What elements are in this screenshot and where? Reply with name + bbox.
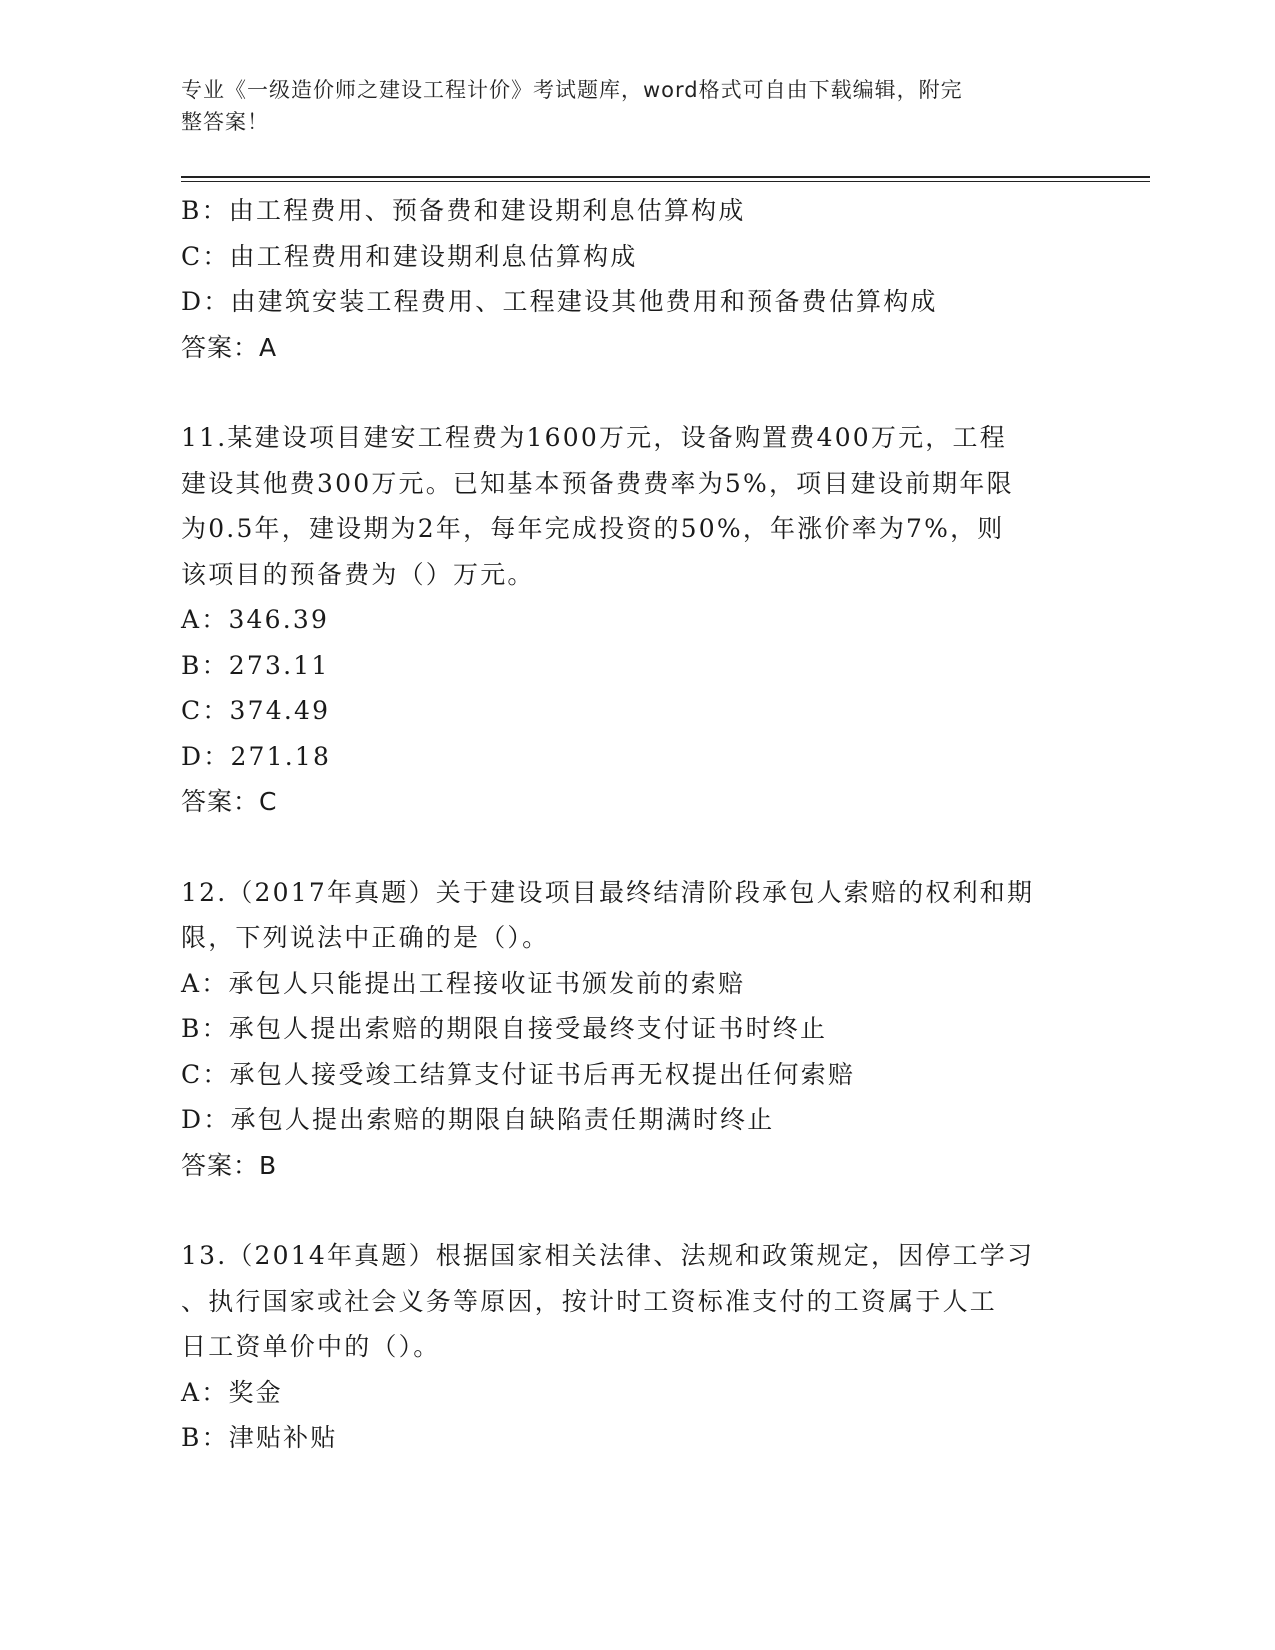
answer-line: 答案：B: [181, 1150, 278, 1180]
question-list: [181, 188, 1081, 1461]
question-text-line: 日工资单价中的（）。: [181, 1332, 441, 1361]
option-a: A：承包人只能提出工程接收证书颁发前的索赔: [181, 968, 746, 998]
question-text-line: 13.（2014年真题）根据国家相关法律、法规和政策规定，因停工学习: [181, 1241, 1035, 1270]
option-a: A：346.39: [181, 605, 330, 634]
question-block-12: [181, 870, 1081, 1189]
option-b: B：津贴补贴: [181, 1423, 338, 1452]
answer-line: 答案：A: [181, 332, 278, 362]
option-d: D：由建筑安装工程费用、工程建设其他费用和预备费估算构成: [181, 287, 938, 316]
option-d: D：承包人提出索赔的期限自缺陷责任期满时终止: [181, 1105, 775, 1134]
option-b: B：承包人提出索赔的期限自接受最终支付证书时终止: [181, 1014, 828, 1043]
option-c: C：374.49: [181, 696, 331, 725]
header-line-2: 整答案！: [181, 110, 269, 134]
header-line-1: 专业《一级造价师之建设工程计价》考试题库，word格式可自由下载编辑，附完: [181, 78, 963, 102]
document-header: [181, 74, 1061, 138]
option-c: C：由工程费用和建设期利息估算构成: [181, 241, 638, 271]
question-block-10: [181, 188, 1081, 370]
option-d: D：271.18: [181, 741, 332, 771]
question-text-line: 限，下列说法中正确的是（）。: [181, 923, 550, 952]
header-divider-thin: [181, 181, 1150, 182]
question-text-line: 该项目的预备费为（）万元。: [181, 559, 535, 589]
header-divider-thick: [181, 176, 1150, 178]
option-a: A：奖金: [181, 1377, 283, 1407]
question-text-line: 、执行国家或社会义务等原因，按计时工资标准支付的工资属于人工: [181, 1286, 998, 1316]
question-block-13: [181, 1233, 1081, 1461]
option-c: C：承包人接受竣工结算支付证书后再无权提出任何索赔: [181, 1059, 856, 1089]
question-text-line: 11.某建设项目建安工程费为1600万元，设备购置费400万元，工程: [181, 423, 1007, 452]
question-text-line: 12.（2017年真题）关于建设项目最终结清阶段承包人索赔的权利和期: [181, 877, 1035, 907]
option-b: B：273.11: [181, 650, 330, 680]
answer-line: 答案：C: [181, 787, 278, 816]
question-text-line: 建设其他费300万元。已知基本预备费费率为5%，项目建设前期年限: [181, 468, 1014, 498]
question-block-11: [181, 415, 1081, 825]
question-text-line: 为0.5年，建设期为2年，每年完成投资的50%，年涨价率为7%，则: [181, 514, 1005, 543]
option-b: B：由工程费用、预备费和建设期利息估算构成: [181, 196, 746, 225]
